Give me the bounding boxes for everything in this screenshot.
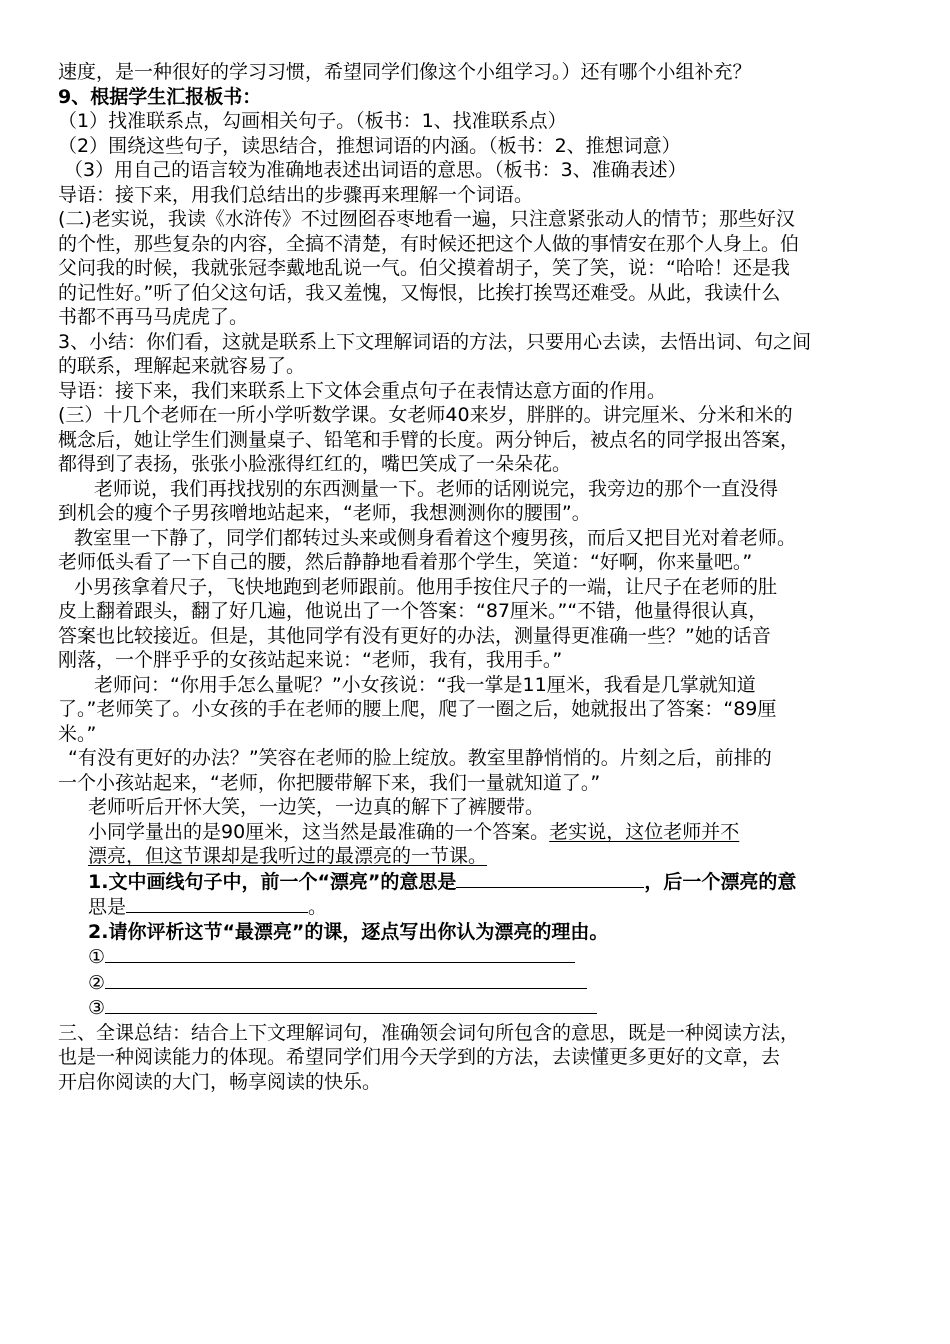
passage-line: 老师问：“你用手怎么量呢？”小女孩说：“我一掌是11厘米，我看是几掌就知道 [94,673,756,696]
passage-line: 的记性好。”听了伯父这句话，我又羞愧，又悔恨，比挨打挨骂还难受。从此，我读什么 [58,281,781,304]
lead-in: 导语：接下来，用我们总结出的步骤再来理解一个词语。 [58,183,534,206]
passage-text: 小同学量出的是90厘米，这当然是最准确的一个答案。 [88,820,550,843]
board-item: （3）用自己的语言较为准确地表述出词语的意思。（板书：3、准确表述） [64,159,687,181]
passage-line: 皮上翻着跟头，翻了好几遍，他说出了一个答案：“87厘米。”“不错，他量得很认真， [58,600,768,622]
answer-line[interactable] [105,970,587,989]
board-item: （1）找准联系点，勾画相关句子。（板书：1、找准联系点） [58,110,567,132]
passage-line: 书都不再马马虎虎了。 [58,306,249,328]
question-2: 2.请你评析这节“最漂亮”的课，逐点写出你认为漂亮的理由。 [88,920,609,943]
passage-line: 父问我的时候，我就张冠李戴地乱说一气。伯父摸着胡子，笑了笑，说：“哈哈！还是我 [58,257,790,279]
passage-line: 老师听后开怀大笑，一边笑，一边真的解下了裤腰带。 [88,796,545,818]
text-line: 速度，是一种很好的学习习惯，希望同学们像这个小组学习。）还有哪个小组补充？ [58,61,752,83]
passage-line: (三）十几个老师在一所小学听数学课。女老师40来岁，胖胖的。讲完厘米、分米和米的 [58,404,793,426]
passage-line [58,820,898,845]
question-text: ，后一个漂亮的意 [644,870,797,893]
passage-line: 了。”老师笑了。小女孩的手在老师的腰上爬，爬了一圈之后，她就报出了答案：“89厘 [58,698,777,720]
board-item: （2）围绕这些句子，读思结合，推想词语的内涵。（板书：2、推想词意） [58,134,681,157]
summary-line: 的联系，理解起来就容易了。 [58,355,306,377]
summary-line: 也是一种阅读能力的体现。希望同学们用今天学到的方法，去读懂更多更好的文章，去 [58,1046,781,1068]
passage-line: 都得到了表扬，张张小脸涨得红红的，嘴巴笑成了一朵朵花。 [58,453,572,475]
answer-row [58,995,898,1021]
question-1-cont [58,894,898,920]
document-page [58,60,898,1094]
passage-line: 老师说，我们再找找别的东西测量一下。老师的话刚说完，我旁边的那个一直没得 [94,477,779,500]
question-1 [58,869,898,895]
answer-line[interactable] [105,995,597,1014]
passage-line: “有没有更好的办法？”笑容在老师的脸上绽放。教室里静悄悄的。片刻之后，前排的 [68,747,772,769]
passage-line [58,844,898,869]
answer-marker: ③ [88,997,106,1019]
passage-line: 教室里一下静了，同学们都转过头来或侧身看着这个瘦男孩，而后又把目光对着老师。 [74,526,797,549]
answer-blank[interactable] [126,894,308,913]
answer-line[interactable] [105,944,575,963]
underlined-sentence: 漂亮，但这节课却是我听过的最漂亮的一节课。 [88,845,488,867]
summary-line: 3、小结：你们看，这就是联系上下文理解词语的方法，只要用心去读，去悟出词、句之间 [58,330,812,353]
passage-line: 答案也比较接近。但是，其他同学有没有更好的办法，测量得更准确一些？”她的话音 [58,624,771,647]
passage-line: 老师低头看了一下自己的腰，然后静静地看着那个学生，笑道：“好啊，你来量吧。” [58,551,753,573]
passage-line: (二)老实说，我读《水浒传》不过囫囵吞枣地看一遍，只注意紧张动人的情节；那些好汉 [58,208,795,230]
passage-line: 米。” [58,722,97,745]
answer-marker: ② [88,971,106,994]
underlined-sentence: 老实说，这位老师并不 [549,820,740,843]
summary-line: 开启你阅读的大门，畅享阅读的快乐。 [58,1070,382,1093]
passage-line: 一个小孩站起来，“老师，你把腰带解下来，我们一量就知道了。” [58,771,601,794]
passage-line: 的个性，那些复杂的内容，全搞不清楚，有时候还把这个人做的事情安在那个人身上。伯 [58,232,800,255]
passage-line: 刚落，一个胖乎乎的女孩站起来说：“老师，我有，我用手。” [58,649,563,671]
question-text: 。 [308,896,328,918]
passage-line: 到机会的瘦个子男孩噌地站起来，“老师，我想测测你的腰围”。 [58,502,591,524]
answer-marker: ① [88,946,106,968]
question-text: 思是 [88,896,127,918]
answer-blank[interactable] [456,869,644,888]
passage-line: 概念后，她让学生们测量桌子、铅笔和手臂的长度。两分钟后，被点名的同学报出答案， [58,428,800,451]
lead-in: 导语：接下来，我们来联系上下文体会重点句子在表情达意方面的作用。 [58,379,667,402]
summary-line: 三、全课总结：结合上下文理解词句，准确领会词句所包含的意思，既是一种阅读方法， [58,1021,800,1044]
section-heading: 9、根据学生汇报板书： [58,85,262,108]
answer-row [58,970,898,996]
question-text: 1.文中画线句子中，前一个“漂亮”的意思是 [88,870,457,893]
answer-row [58,944,898,970]
passage-line: 小男孩拿着尺子，飞快地跑到老师跟前。他用手按住尺子的一端，让尺子在老师的肚 [74,575,778,598]
